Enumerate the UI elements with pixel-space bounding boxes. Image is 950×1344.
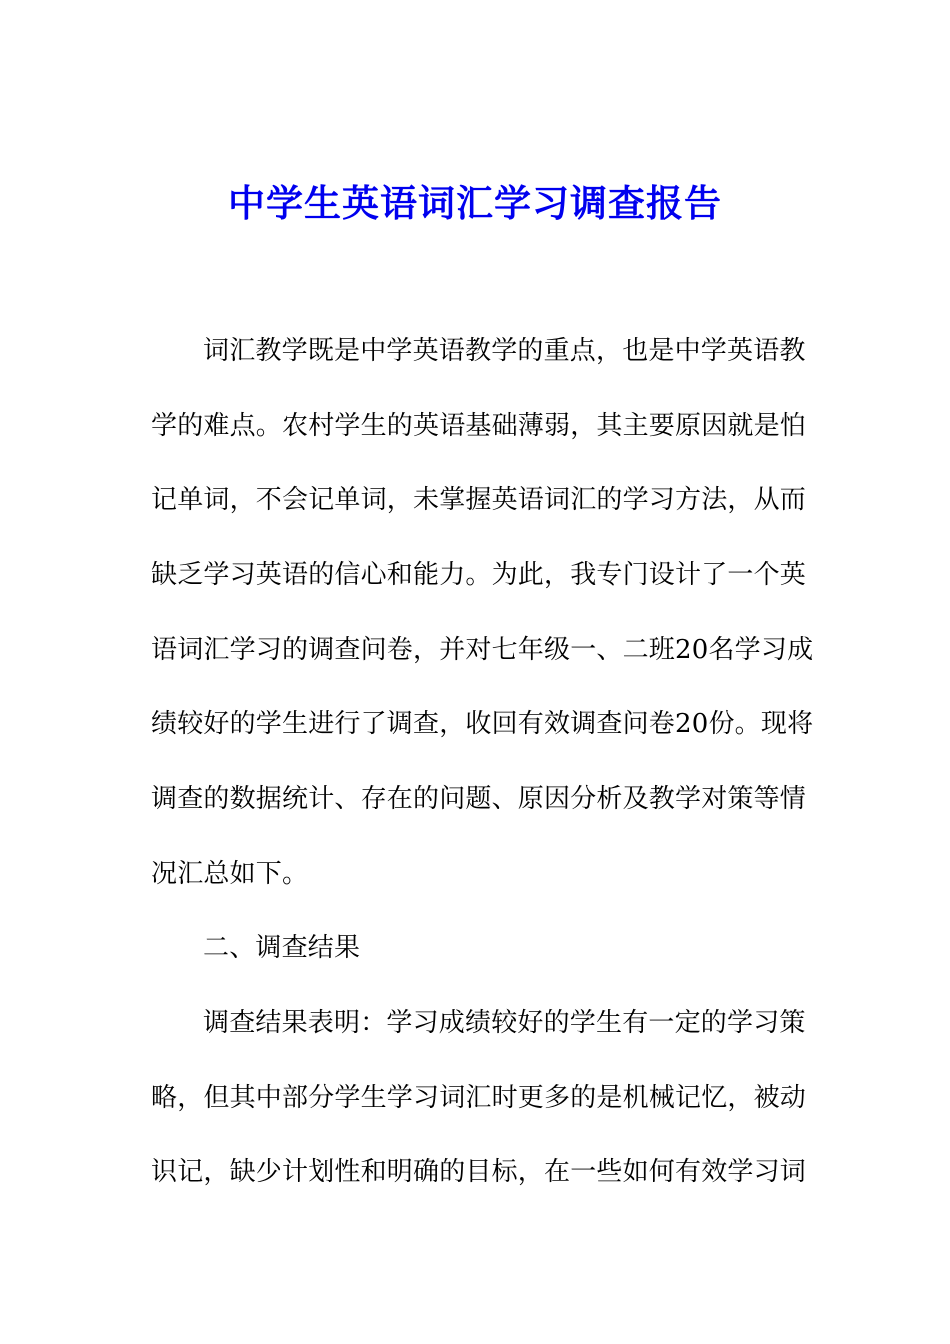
paragraph-line: 调查的数据统计、存在的问题、原因分析及教学对策等情 [151, 784, 807, 814]
paragraph-line: 缺乏学习英语的信心和能力。为此，我专门设计了一个英 [151, 560, 807, 590]
paragraph-line: 绩较好的学生进行了调查，收回有效调查问卷20份。现将 [151, 709, 814, 739]
section-heading: 二、调查结果 [203, 933, 361, 963]
paragraph-line: 略，但其中部分学生学习词汇时更多的是机械记忆，被动 [151, 1083, 807, 1113]
document-title: 中学生英语词汇学习调查报告 [228, 181, 722, 225]
paragraph-line: 词汇教学既是中学英语教学的重点，也是中学英语教 [203, 336, 806, 366]
paragraph-line: 语词汇学习的调查问卷，并对七年级一、二班20名学习成 [151, 635, 814, 665]
paragraph-line: 调查结果表明：学习成绩较好的学生有一定的学习策 [203, 1008, 806, 1038]
paragraph-line: 识记，缺少计划性和明确的目标，在一些如何有效学习词 [151, 1157, 807, 1187]
paragraph-line: 况汇总如下。 [151, 859, 309, 889]
paragraph-line: 记单词，不会记单词，未掌握英语词汇的学习方法，从而 [151, 485, 807, 515]
paragraph-line: 学的难点。农村学生的英语基础薄弱，其主要原因就是怕 [151, 411, 807, 441]
